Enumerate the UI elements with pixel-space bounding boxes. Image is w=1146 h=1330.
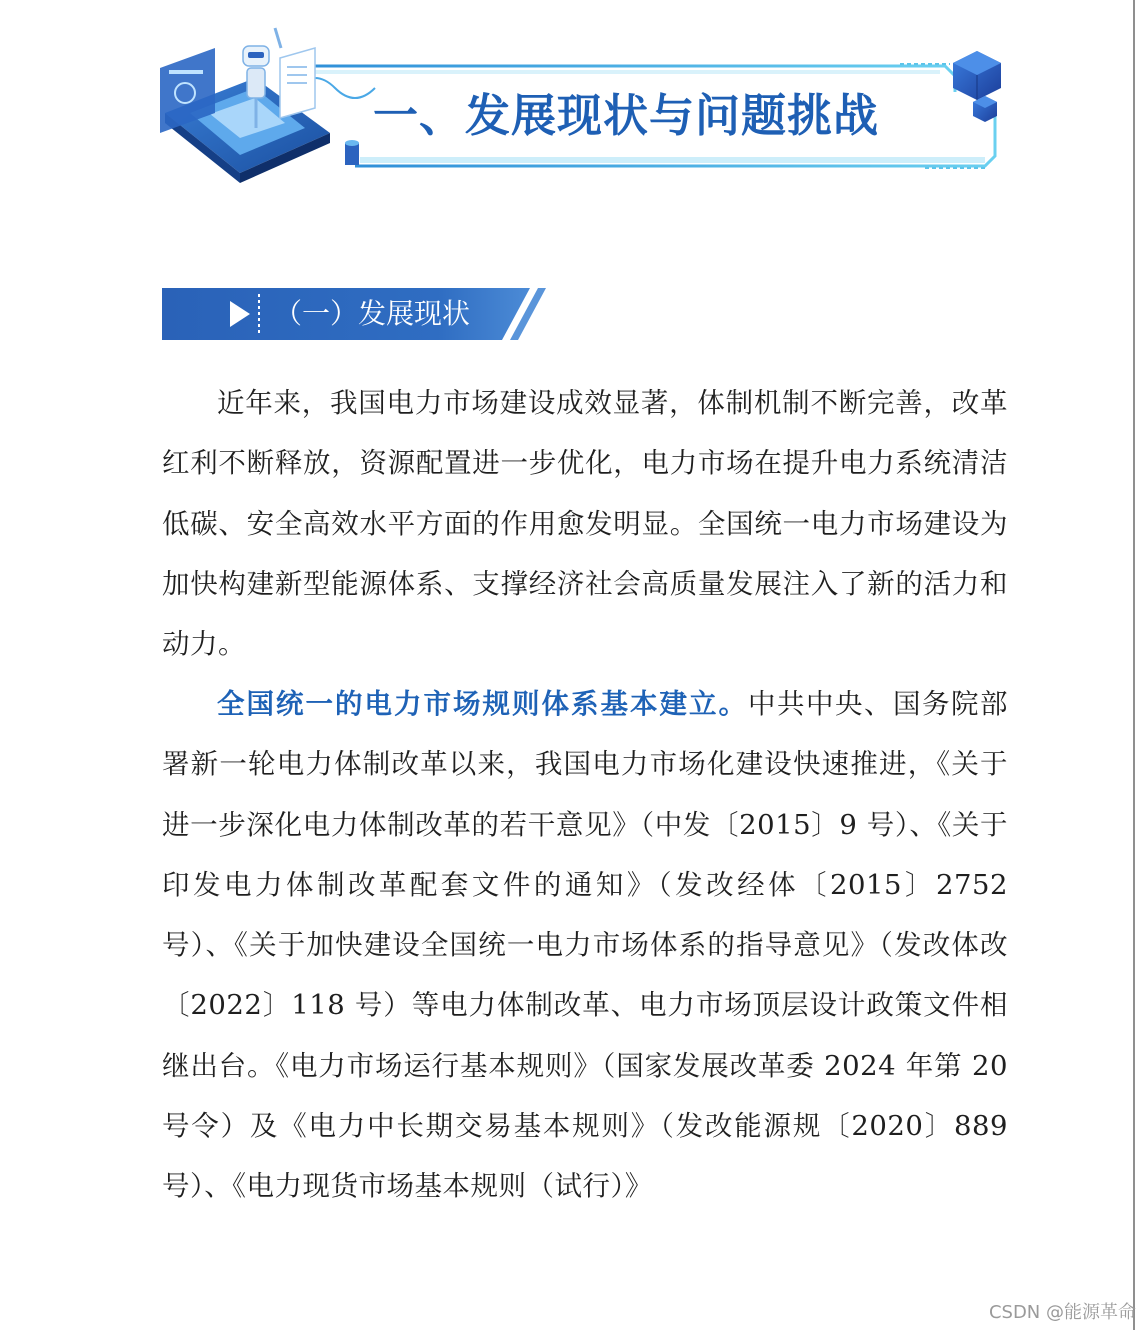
paragraph (162, 373, 1008, 674)
page-edge-line (1133, 0, 1135, 1330)
paragraph-lead: 全国统一的电力市场规则体系基本建立。 (217, 688, 748, 720)
chapter-title: 一、发展现状与问题挑战 (373, 89, 880, 142)
cube-large-icon (953, 51, 1001, 100)
paragraph (162, 674, 1008, 1217)
paragraph-text: 中共中央、国务院部署新一轮电力体制改革以来，我国电力市场化建设快速推进，《关于进一步深化电力体制改革的若干意见》（中发〔2015〕9 号）、《关于印发电力体制改革配套文件的通知》（发改经体〔2015〕2752 号）、《关于加快建设全国统一电力市场体系的指导意见》（发改体改〔2022〕118 号）等电力体制改革、电力市场顶层设计政策文件相继出台。《电力市场运行基本规则》（国家发展改革委 2024 年第 20 号令）及《电力中长期交易基本规则》（发改能源规〔2020〕889 号）、《电力现货市场基本规则（试行）》 (162, 688, 1008, 1203)
paragraph-text: 近年来，我国电力市场建设成效显著，体制机制不断完善，改革红利不断释放，资源配置进一步优化，电力市场在提升电力系统清洁低碳、安全高效水平方面的作用愈发明显。全国统一电力市场建设为加快构建新型能源体系、支撑经济社会高质量发展注入了新的活力和动力。 (162, 387, 1008, 661)
chapter-banner (155, 18, 1015, 188)
watermark: CSDN @能源革命 (988, 1302, 1136, 1323)
section-header (162, 288, 552, 340)
section-title: （一）发展现状 (274, 297, 471, 330)
